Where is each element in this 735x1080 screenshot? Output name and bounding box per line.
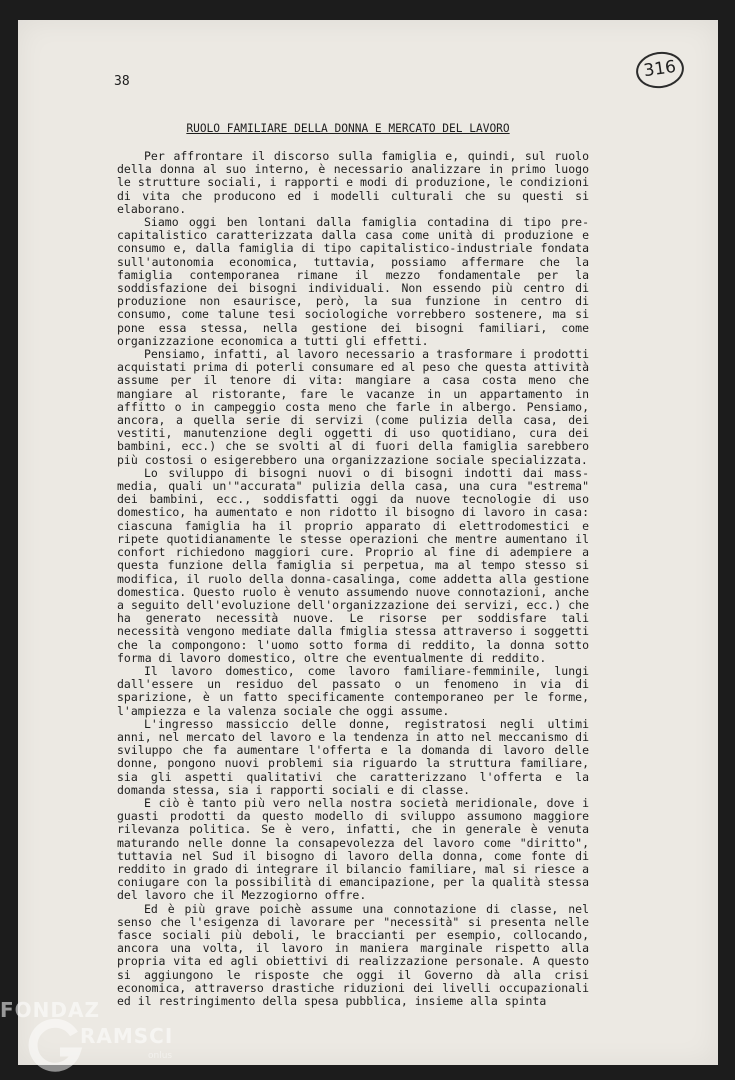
- paragraph: E ciò è tanto più vero nella nostra società meridionale, dove i guasti prodotti da questo modello di sviluppo assumono maggiore rilevanza politica. Se è vero, infatti, che in generale è venuta maturando nelle donne la consapevolezza del lavoro come "diritto", tuttavia nel Sud il bisogno di lavoro della donna, come fonte di reddito in grado di integrare il bilancio familiare, mal si riesce a coniugare con la possibilità di emancipazione, per la qualità stessa del lavoro che il Mezzogiorno offre.: [117, 795, 589, 903]
- paragraph: L'ingresso massiccio delle donne, registratosi negli ultimi anni, nel mercato del lavoro e la tendenza in atto nel meccanismo di sviluppo che fa aumentare l'offerta e la domanda di lavoro delle donne, pongono nuovi problemi sia riguardo la struttura familiare, sia gli aspetti qualitativi che caratterizzano l'offerta e la domanda stessa, sia i rapporti sociali e di classe.: [117, 716, 589, 797]
- document-title: RUOLO FAMILIARE DELLA DONNA E MERCATO DEL LAVORO: [186, 122, 510, 135]
- watermark-subtext: onlus: [148, 1051, 173, 1061]
- archive-number-stamp: 316: [634, 49, 687, 91]
- paragraph: Ed è più grave poichè assume una connotazione di classe, nel senso che l'esigenza di lavorare per "necessità" si presenta nelle fasce sociali più deboli, le braccianti per esempio, collocando, ancora una volta, il lavoro in maniera marginale rispetto alla propria vita ed agli obiettivi di realizzazione personale. A questo si aggiungono le risposte che oggi il Governo dà alla crisi economica, attraverso drastiche riduzioni dei livelli occupazionali ed il restringimento della spesa pubblica, insieme alla spinta: [117, 901, 589, 1008]
- page-number: 38: [114, 74, 130, 89]
- watermark-g-icon: [28, 1018, 84, 1074]
- paragraph: Pensiamo, infatti, al lavoro necessario a trasformare i prodotti acquistati prima di poterli consumare ed al peso che questa attività assume per il tenore di vita: mangiare a casa costa meno che mangiare al ristorante, fare le vacanze in un appartamento in affitto o in campeggio costa meno che farle in albergo. Pensiamo, ancora, a quella serie di servizi (come pulizia della casa, dei vestiti, manutenzione degli oggetti di uso quotidiano, cura dei bambini, ecc.) che se svolti al di fuori della famiglia sarebbero più costosi o esigerebbero una organizzazione sociale specializzata.: [117, 347, 589, 467]
- watermark-text-top: FONDAZ: [0, 998, 100, 1022]
- paragraph: Lo sviluppo di bisogni nuovi o di bisogni indotti dai mass-media, quali un'"accurata" pulizia della casa, una cura "estrema" dei bambini, ecc., soddisfatti oggi da nuove tecnologie di uso domestico, ha aumentato e non ridotto il bisogno di lavoro in casa: ciascuna famiglia ha il proprio apparato di elettrodomestici e ripete quotidianamente le stesse operazioni che mentre aumentano il confort richiedono maggiori cure. Proprio al fine di adempiere a questa funzione della famiglia si perpetua, ma al tempo stesso si modifica, il ruolo della donna-casalinga, come addetta alla gestione domestica. Questo ruolo è venuto assumendo nuove connotazioni, anche a seguito dell'evoluzione dell'organizzazione dei servizi, ecc.) che ha generato necessità nuove. Le risorse per soddisfare tali necessità vengono mediate dalla fmiglia stessa attraverso i soggetti che la compongono: l'uomo sotto forma di reddito, la donna sotto forma di lavoro domestico, oltre che eventualmente di reddito.: [117, 465, 589, 665]
- paragraph: Il lavoro domestico, come lavoro familiare-femminile, lungi dall'essere un residuo del passato o un fenomeno in via di sparizione, è un fatto specificamente contemporaneo per le forme, l'ampiezza e la valenza sociale che oggi assume.: [117, 663, 589, 718]
- document-page: [18, 20, 718, 1065]
- document-body: [117, 150, 589, 1008]
- watermark-logo: [0, 996, 200, 1080]
- paragraph: Siamo oggi ben lontani dalla famiglia contadina di tipo pre-capitalistico caratterizzata dalla casa come unità di produzione e consumo e, dalla famiglia di tipo capitalistico-industriale fondata sull'autonomia economica, tuttavia, possiamo affermare che la famiglia contemporanea rimane il mezzo fondamentale per la soddisfazione dei bisogni individuali. Non essendo più centro di produzione non esaurisce, però, la sua funzione in centro di consumo, come talune tesi sociologiche vorrebbero sostenere, ma si pone essa stessa, nella gestione dei bisogni familiari, come organizzazione economica a tutti gli effetti.: [117, 215, 589, 348]
- paragraph: Per affrontare il discorso sulla famiglia e, quindi, sul ruolo della donna al suo interno, è necessario analizzare in primo luogo le strutture sociali, i rapporti e modi di produzione, le condizioni di vita che producono ed i modelli culturali che su questi si elaborano.: [117, 149, 589, 216]
- watermark-text-bottom: RAMSCI: [80, 1024, 174, 1048]
